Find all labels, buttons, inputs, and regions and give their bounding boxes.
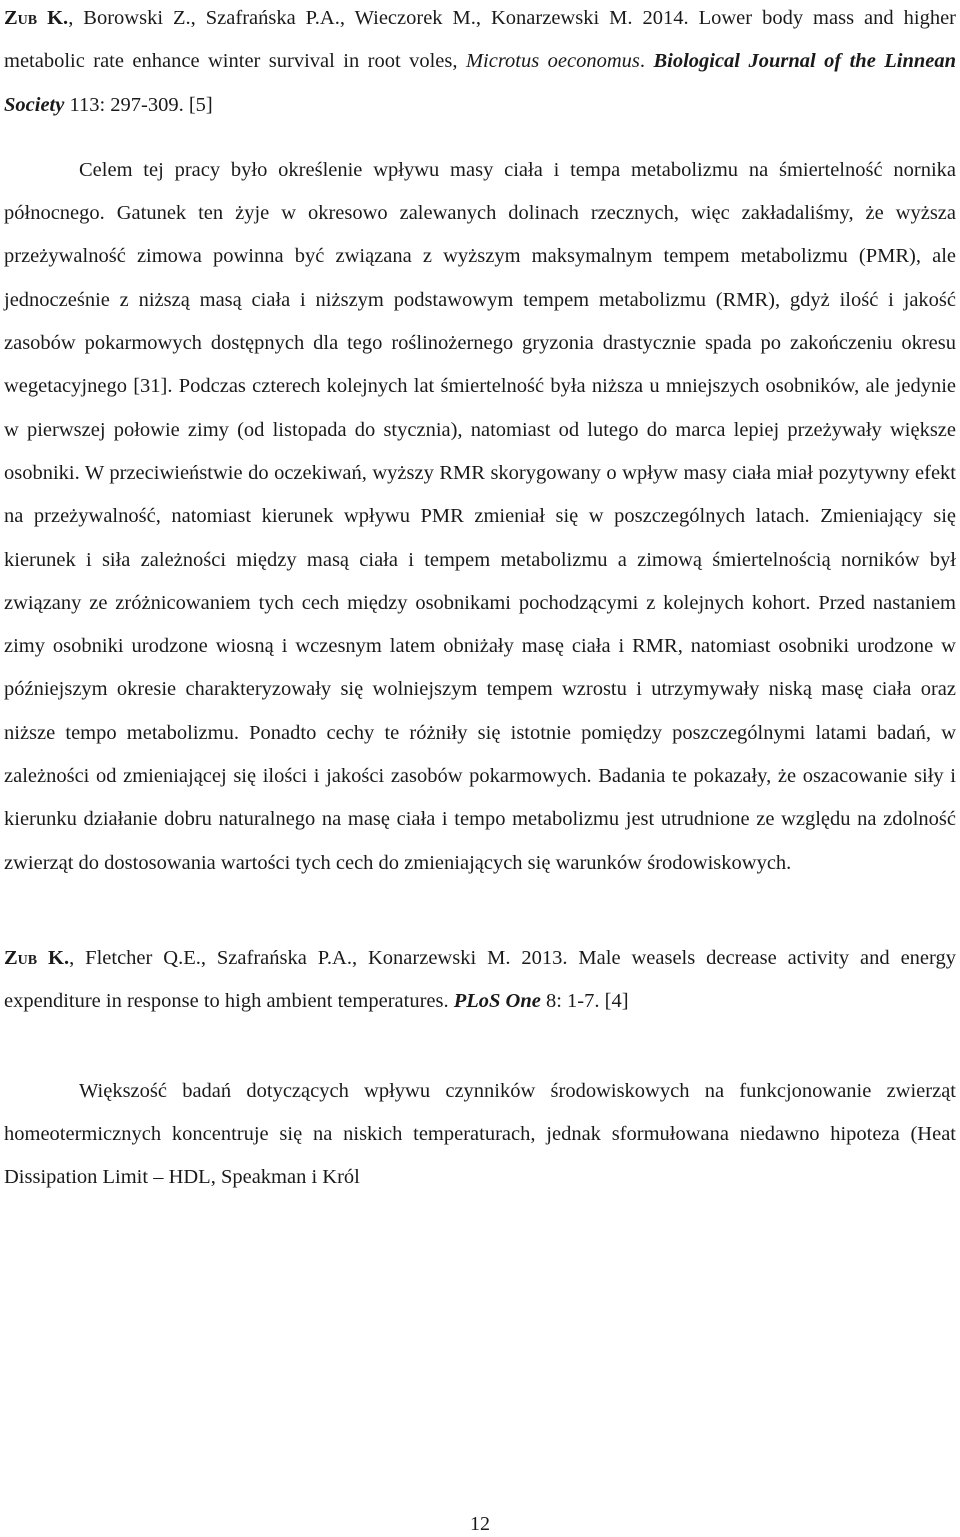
summary-paragraph: Większość badań dotyczących wpływu czynników środowiskowych na funkcjonowanie zwierząt homeotermicznych koncentruje się na niskich temperaturach, jednak sformułowana niedawno hipoteza (Heat Dissipation Limit – HDL, Speakman i Król bbox=[4, 1079, 956, 1189]
reference-pages: 8: 1-7. [4] bbox=[540, 990, 629, 1013]
document-page bbox=[4, 0, 956, 1199]
reference-species: Microtus oeconomus bbox=[465, 50, 640, 73]
page-number: 12 bbox=[470, 1513, 490, 1535]
reference-entry bbox=[4, 0, 956, 127]
reference-pages: 113: 297-309. [5] bbox=[64, 93, 213, 116]
reference-separator: . bbox=[639, 50, 654, 73]
reference-journal: PLoS One bbox=[453, 990, 541, 1013]
reference-authors-and-title: , Borowski Z., Szafrańska P.A., Wieczorek M., Konarzewski M. 2014. Lower body mass and higher metabolic rate enhance winter survival in root voles, bbox=[4, 7, 956, 73]
reference-entry bbox=[4, 937, 956, 1024]
reference-author-main: Zub K. bbox=[4, 7, 69, 29]
summary-paragraph: Celem tej pracy było określenie wpływu masy ciała i tempa metabolizmu na śmiertelność nornika północnego. Gatunek ten żyje w okresowo zalewanych dolinach rzecznych, więc zakładaliśmy, że wyższa przeżywalność zimowa powinna być związana z wyższym maksymalnym tempem metabolizmu (PMR), ale jednocześnie z niższą masą ciała i niższym podstawowym tempem metabolizmu (RMR), gdyż ilość i jakość zasobów pokarmowych dostępnych dla tego roślinożernego gryzonia drastycznie spada po zakończeniu okresu wegetacyjnego [31]. Podczas czterech kolejnych lat śmiertelność była niższa u mniejszych osobników, ale jedynie w pierwszej połowie zimy (od listopada do stycznia), natomiast od lutego do marca lepiej przeżywały większe osobniki. W przeciwieństwie do oczekiwań, wyższy RMR skorygowany o wpływ masy ciała miał pozytywny efekt na przeżywalność, natomiast kierunek wpływu PMR zmieniał się w poszczególnych latach. Zmieniający się kierunek i siła zależności między masą ciała i tempem metabolizmu a zimową śmiertelnością norników był związany ze zróżnicowaniem tych cech między osobnikami pochodzącymi z kolejnych kohort. Przed nastaniem zimy osobniki urodzone wiosną i wczesnym latem obniżały masę ciała i RMR, natomiast osobniki urodzone w późniejszym okresie charakteryzowały się wolniejszym tempem wzrostu i utrzymywały niską masę ciała oraz niższe tempo metabolizmu. Ponadto cechy te różniły się istotnie pomiędzy poszczególnymi latami badań, w zależności od zmieniającej się ilości i jakości zasobów pokarmowych. Badania te pokazały, że oszacowanie siły i kierunku działanie dobru naturalnego na masę ciała i tempo metabolizmu jest utrudnione ze względu na zdolność zwierząt do dostosowania wartości tych cech do zmieniających się warunków środowiskowych. bbox=[4, 158, 956, 874]
reference-journal: Biological Journal of the Linnean Society bbox=[4, 50, 957, 116]
reference-authors-and-title: , Fletcher Q.E., Szafrańska P.A., Konarzewski M. 2013. Male weasels decrease activity and energy expenditure in response to high ambient temperatures. bbox=[4, 946, 956, 1013]
reference-author-main: Zub K. bbox=[4, 946, 70, 969]
